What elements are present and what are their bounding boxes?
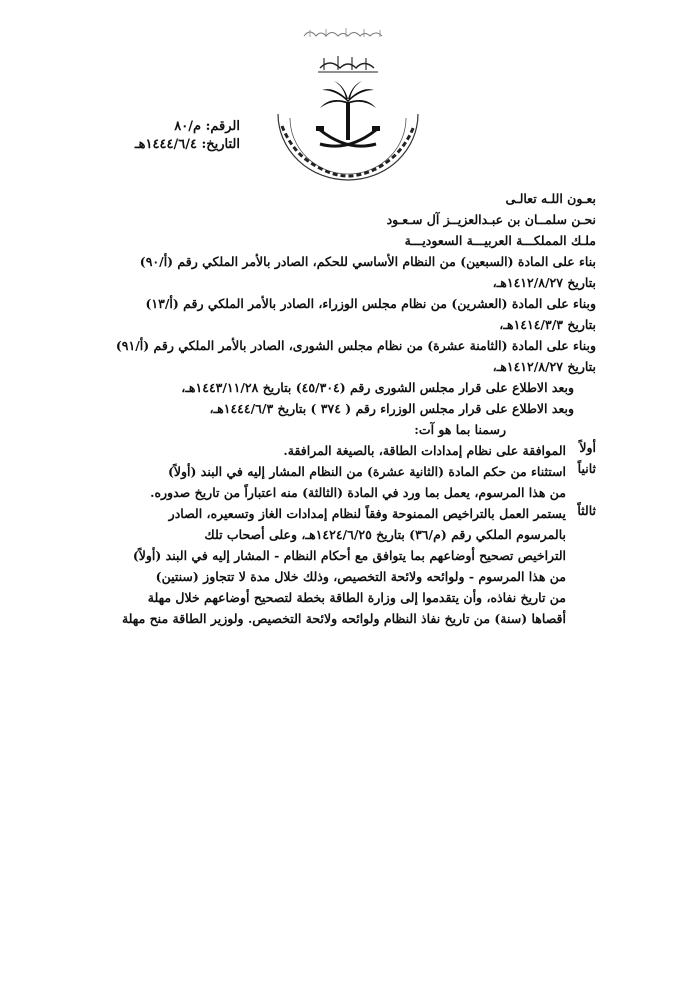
article-item: [96, 461, 596, 503]
article-number: أولاً: [579, 440, 596, 455]
decree-body: [96, 188, 596, 629]
preamble-4: وبعد الاطلاع على قرار مجلس الشورى رقم (٤٥/٣٠٤) بتاريخ ١٤٤٣/١١/٢٨هـ،: [181, 380, 574, 395]
kingdom-title: ملـك المملكـــة العربيـــة السعوديـــة: [404, 233, 596, 248]
preamble-3-line-1: وبناء على المادة (الثامنة عشرة) من نظام مجلس الشورى، الصادر بالأمر الملكي رقم (أ/٩١): [115, 338, 596, 353]
preamble-5: وبعد الاطلاع على قرار مجلس الوزراء رقم ( ٣٧٤ ) بتاريخ ١٤٤٤/٦/٣هـ،: [209, 401, 574, 416]
shahada-calligraphy: [318, 56, 378, 72]
king-name: نحـن سلمــان بن عبـدالعزيــز آل سـعـود: [386, 212, 596, 227]
article-line: استثناء من حكم المادة (الثانية عشرة) من النظام المشار إليه في البند (أولاً): [167, 464, 566, 479]
article-line: بالمرسوم الملكي رقم (م/٣٦) بتاريخ ١٤٢٤/٦/٢٥هـ، وعلى أصحاب تلك: [204, 527, 566, 542]
preamble-1-line-1: بناء على المادة (السبعين) من النظام الأساسي للحكم، الصادر بالأمر الملكي رقم (أ/٩٠): [139, 254, 596, 269]
reference-block: [134, 118, 240, 154]
article-item: [96, 503, 596, 629]
reference-date: التاريخ: ١٤٤٤/٦/٤هـ: [134, 137, 240, 152]
article-line: أقصاها (سنة) من تاريخ نفاذ النظام ولوائحه ولائحة التخصيص. ولوزير الطاقة منح مهلة: [121, 611, 566, 626]
invocation: بعـون اللـه تعالـى: [505, 191, 596, 206]
preamble-3-line-2: بتاريخ ١٤١٢/٨/٢٧هـ،: [492, 359, 596, 374]
article-line: يستمر العمل بالتراخيص الممنوحة وفقاً لنظام إمدادات الغاز وتسعيره، الصادر: [168, 506, 566, 521]
article-number: ثانياً: [577, 461, 596, 476]
palm-tree-icon: [320, 81, 376, 140]
article-item: [96, 440, 596, 461]
preamble-6: رسمنا بما هو آت:: [414, 422, 506, 437]
article-line: الموافقة على نظام إمدادات الطاقة، بالصيغة المرافقة.: [283, 443, 566, 458]
basmala-calligraphy: [300, 24, 390, 42]
article-line: من هذا المرسوم - ولوائحه ولائحة التخصيص، وذلك خلال مدة لا تتجاوز (سنتين): [155, 569, 566, 584]
article-line: من تاريخ نفاذه، وأن يتقدموا إلى وزارة الطاقة بخطة لتصحيح أوضاعهم خلال مهلة: [147, 590, 566, 605]
preamble-2-line-2: بتاريخ ١٤١٤/٣/٣هـ،: [499, 317, 596, 332]
article-line: التراخيص تصحيح أوضاعهم بما يتوافق مع أحكام النظام - المشار إليه في البند (أولاً): [132, 548, 566, 563]
article-line: من هذا المرسوم، يعمل بما ورد في المادة (الثالثة) منه اعتباراً من تاريخ صدوره.: [150, 485, 566, 500]
preamble-1-line-2: بتاريخ ١٤١٢/٨/٢٧هـ،: [492, 275, 596, 290]
preamble-2-line-1: وبناء على المادة (العشرين) من نظام مجلس الوزراء، الصادر بالأمر الملكي رقم (أ/١٣): [145, 296, 596, 311]
saudi-emblem-seal: [268, 44, 428, 184]
article-number: ثالثاً: [577, 503, 596, 518]
reference-number: الرقم: م/٨٠: [174, 119, 240, 134]
